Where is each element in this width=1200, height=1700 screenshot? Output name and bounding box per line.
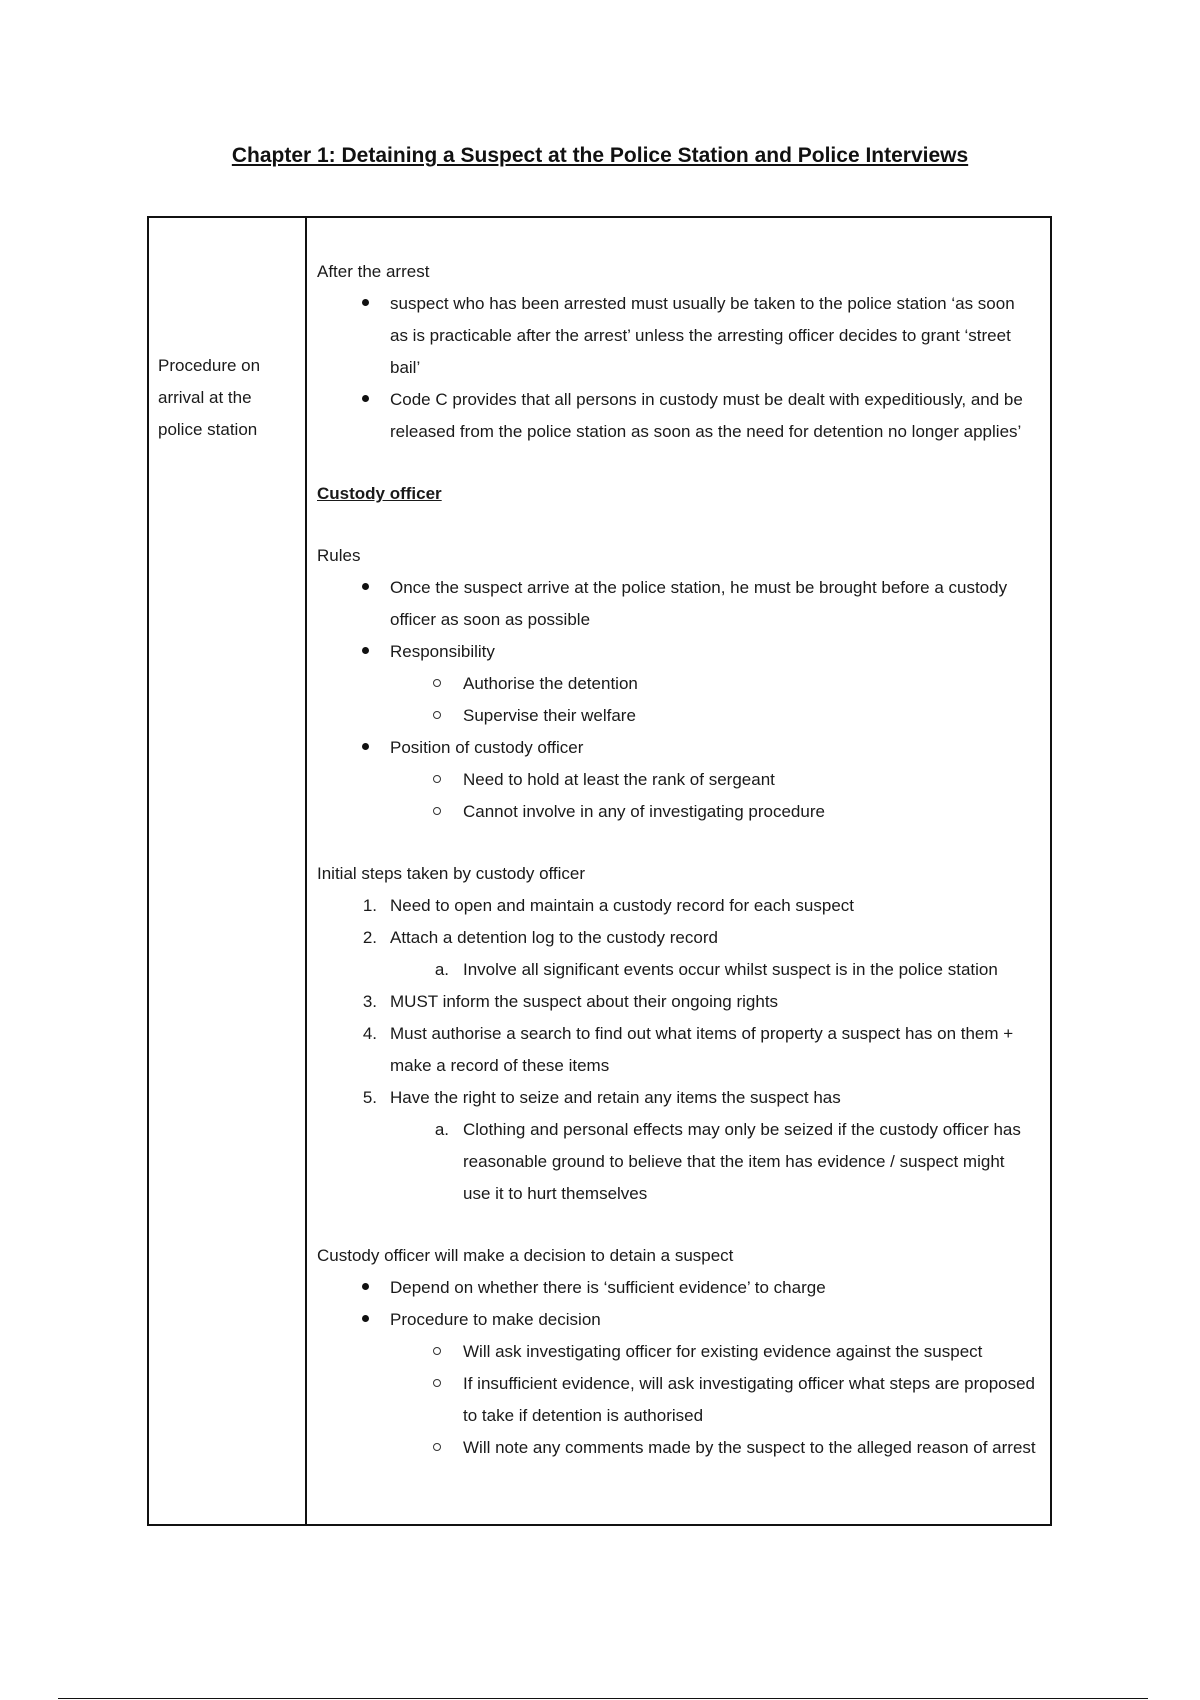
list-item [317,1272,1036,1304]
bullet-icon [353,636,377,668]
list-item-text: Attach a detention log to the custody record [390,928,718,947]
list-item-text: Need to open and maintain a custody record for each suspect [390,896,855,915]
list-item [317,1082,1036,1114]
circle-bullet-icon [425,796,449,828]
list-item-text: Authorise the detention [463,674,638,693]
circle-bullet-icon [425,1432,449,1464]
list-item [317,922,1036,954]
list-number: 2. [362,928,377,947]
notes-table [147,216,1052,1526]
list-item [317,1336,1036,1368]
initial-steps-list [317,890,1036,1210]
list-number: 1. [362,896,377,915]
page-title: Chapter 1: Detaining a Suspect at the Police Station and Police Interviews [231,144,969,167]
list-item-text: Depend on whether there is ‘sufficient evidence’ to charge [390,1278,826,1297]
after-arrest-heading: After the arrest [317,262,430,281]
list-item-text: Will ask investigating officer for existing evidence against the suspect [463,1342,983,1361]
list-item-text: Position of custody officer [390,738,584,757]
after-arrest-list [317,288,1036,448]
list-item [317,954,1036,986]
list-item-text: Supervise their welfare [463,706,636,725]
rules-heading: Rules [317,546,361,565]
topic-column [149,218,307,1524]
bullet-icon [353,572,377,604]
list-item [317,700,1036,732]
rules-list [317,572,1036,828]
topic-label: Procedure on arrival at the police station [158,356,261,439]
list-item-text: MUST inform the suspect about their ongoing rights [390,992,779,1011]
list-item [317,732,1036,764]
bullet-icon [353,732,377,764]
list-item-text: Have the right to seize and retain any items the suspect has [390,1088,841,1107]
list-item-text: Code C provides that all persons in custody must be dealt with expeditiously, and be released from the police station as soon as the need for detention no longer applies’ [390,390,1023,441]
list-item [317,1114,1036,1210]
list-item [317,572,1036,636]
list-item [317,796,1036,828]
list-item [317,668,1036,700]
bullet-icon [353,1272,377,1304]
custody-officer-heading: Custody officer [317,484,442,503]
list-item-text: Involve all significant events occur whilst suspect is in the police station [463,960,998,979]
decision-list [317,1272,1036,1464]
list-item [317,890,1036,922]
initial-steps-heading: Initial steps taken by custody officer [317,864,586,883]
circle-bullet-icon [425,764,449,796]
circle-bullet-icon [425,1368,449,1400]
circle-bullet-icon [425,1336,449,1368]
list-item-text: Cannot involve in any of investigating procedure [463,802,825,821]
list-item [317,1304,1036,1336]
list-number: 3. [362,992,377,1011]
circle-bullet-icon [425,700,449,732]
list-item-text: Need to hold at least the rank of sergeant [463,770,775,789]
list-item-text: Procedure to make decision [390,1310,601,1329]
list-letter: a. [434,1120,449,1139]
list-item-text: Responsibility [390,642,495,661]
list-number: 5. [362,1088,377,1107]
list-item [317,764,1036,796]
list-item-text: Clothing and personal effects may only be seized if the custody officer has reasonable ground to believe that the item has evidence / suspect might use it to hurt themselves [463,1120,1021,1203]
list-item [317,1432,1036,1464]
list-item-text: suspect who has been arrested must usually be taken to the police station ‘as soon as is practicable after the arrest’ unless the arresting officer decides to grant ‘street bail’ [390,294,1015,377]
footer-divider [58,1698,1148,1699]
decision-heading: Custody officer will make a decision to detain a suspect [317,1246,734,1265]
list-item-text: Must authorise a search to find out what items of property a suspect has on them + make a record of these items [390,1024,1014,1075]
list-item-text: Will note any comments made by the suspect to the alleged reason of arrest [463,1438,1036,1457]
circle-bullet-icon [425,668,449,700]
bullet-icon [353,384,377,416]
bullet-icon [353,1304,377,1336]
list-item [317,384,1036,448]
bullet-icon [353,288,377,320]
list-item [317,288,1036,384]
list-number: 4. [362,1024,377,1043]
list-item-text: If insufficient evidence, will ask investigating officer what steps are proposed to take if detention is authorised [463,1374,1036,1425]
list-item [317,986,1036,1018]
list-item [317,636,1036,668]
content-column [307,218,1050,1524]
list-letter: a. [434,960,449,979]
list-item [317,1018,1036,1082]
list-item-text: Once the suspect arrive at the police station, he must be brought before a custody officer as soon as possible [390,578,1008,629]
list-item [317,1368,1036,1432]
